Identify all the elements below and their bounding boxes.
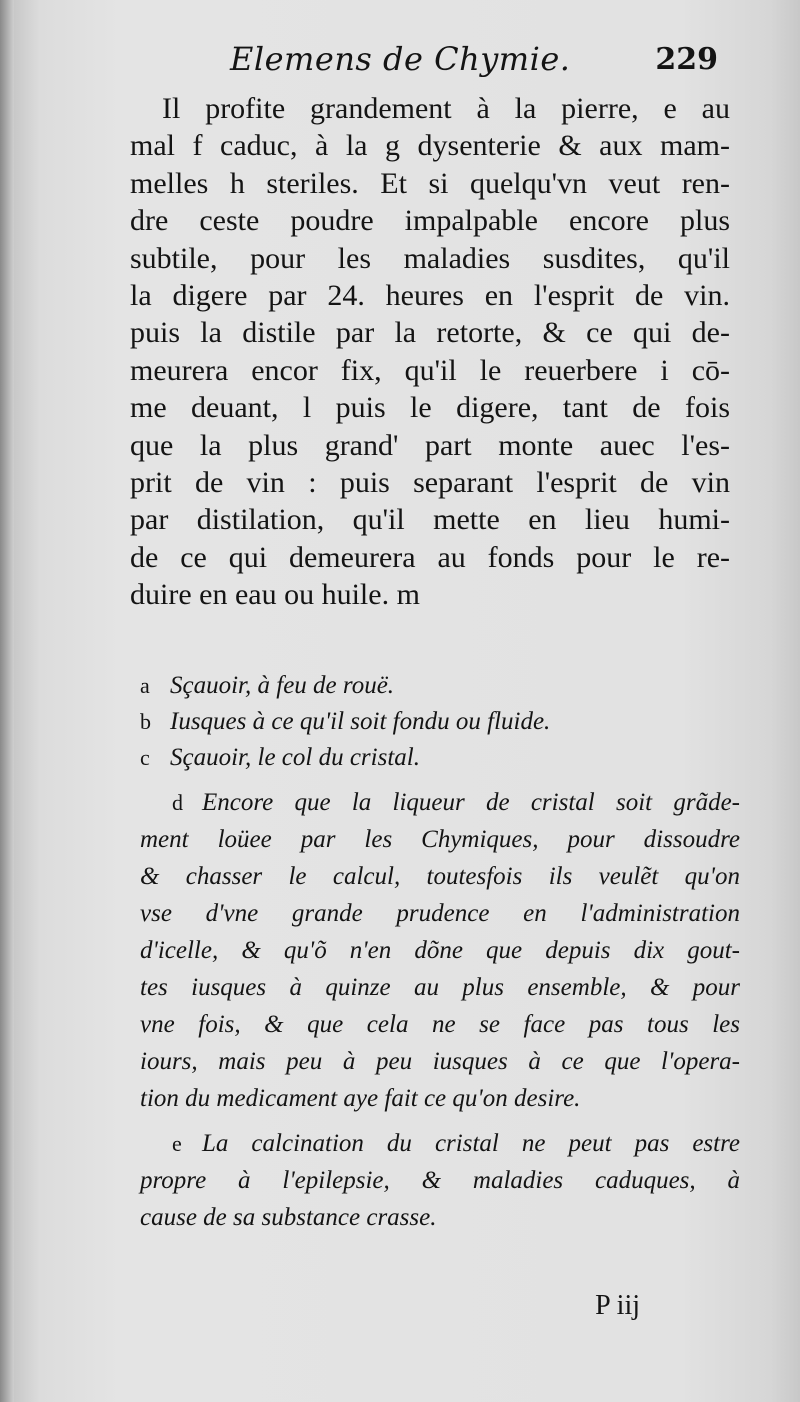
text-line: meurera encor fix, qu'il le reuerbere i cō-: [130, 353, 730, 387]
running-title: Elemens de Chymie.: [230, 40, 571, 78]
catchword: P iij: [595, 1290, 640, 1321]
note-line: propre à l'epilepsie, & maladies caduques, à: [140, 1167, 740, 1194]
text-line: subtile, pour les maladies susdites, qu'il: [130, 241, 730, 275]
note-line: cause de sa substance crasse.: [140, 1204, 437, 1231]
text-line: duire en eau ou huile. m: [130, 578, 420, 612]
text-line: prit de vin : puis separant l'esprit de vin: [130, 466, 730, 500]
text-line: la digere par 24. heures en l'esprit de vin.: [130, 279, 730, 313]
marginal-notes: [140, 668, 740, 1236]
page-header: [0, 40, 800, 90]
note-line: [140, 1125, 740, 1162]
note-letter: b: [140, 709, 151, 734]
note-line: d'icelle, & qu'õ n'en dõne que depuis dix gout-: [140, 937, 740, 964]
page-number: 229: [655, 42, 718, 77]
note-a: [140, 668, 740, 704]
gutter-shadow: [0, 0, 14, 1402]
note-letter: e: [172, 1131, 182, 1156]
text-line: mal f caduc, à la g dysenterie & aux mam-: [130, 129, 730, 163]
text-line: que la plus grand' part monte auec l'es-: [130, 428, 730, 462]
text-line: dre ceste poudre impalpable encore plus: [130, 204, 730, 238]
note-text: Sçauoir, à feu de rouë.: [170, 672, 395, 699]
note-line: iours, mais peu à peu iusques à ce que l'opera-: [140, 1048, 740, 1075]
note-e: [140, 1125, 740, 1236]
note-line-text: Encore que la liqueur de cristal soit grãde-: [202, 789, 740, 816]
note-d: [140, 784, 740, 1117]
text-line: me deuant, l puis le digere, tant de fois: [130, 391, 730, 425]
note-line: & chasser le calcul, toutesfois ils veulẽt qu'on: [140, 863, 740, 890]
text-line: Il profite grandement à la pierre, e au: [162, 92, 730, 125]
note-letter: a: [140, 673, 150, 698]
text-line: par distilation, qu'il mette en lieu humi-: [130, 503, 730, 537]
main-paragraph: [130, 90, 730, 614]
note-b: [140, 704, 740, 740]
note-letter: c: [140, 745, 150, 770]
note-line-text: La calcination du cristal ne peut pas estre: [202, 1130, 740, 1157]
note-line: ment loüee par les Chymiques, pour dissoudre: [140, 826, 740, 853]
note-line: vse d'vne grande prudence en l'administration: [140, 900, 740, 927]
note-line: [140, 784, 740, 821]
note-line: vne fois, & que cela ne se face pas tous les: [140, 1011, 740, 1038]
note-c: [140, 740, 740, 776]
text-line: puis la distile par la retorte, & ce qui de-: [130, 316, 730, 350]
note-text: Iusques à ce qu'il soit fondu ou fluide.: [170, 708, 551, 735]
text-line: de ce qui demeurera au fonds pour le re-: [130, 540, 730, 574]
note-text: Sçauoir, le col du cristal.: [170, 744, 420, 771]
text-line: melles h steriles. Et si quelqu'vn veut ren-: [130, 166, 730, 200]
note-line: tion du medicament aye fait ce qu'on desire.: [140, 1085, 581, 1112]
note-line: tes iusques à quinze au plus ensemble, & pour: [140, 974, 740, 1001]
note-letter: d: [172, 790, 183, 815]
